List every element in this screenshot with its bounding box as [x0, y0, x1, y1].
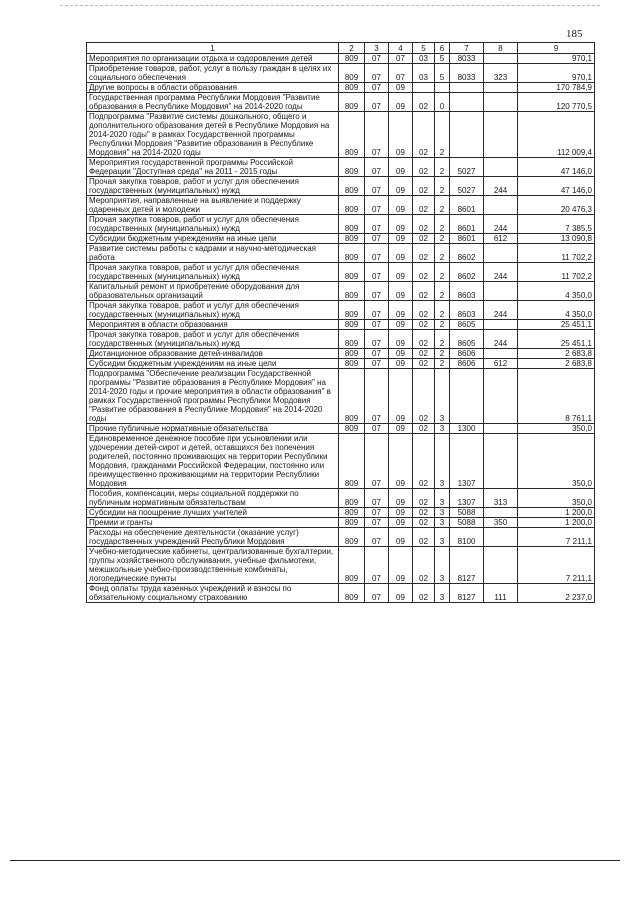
ministry-code-cell: 809	[339, 196, 365, 215]
row-name-cell: Прочая закупка товаров, работ и услуг для обеспечения государственных (муниципальных) нужд	[87, 330, 339, 349]
program-code-cell: 02	[413, 301, 435, 320]
subsection-code-cell: 09	[389, 518, 413, 528]
program-code-cell: 02	[413, 528, 435, 547]
ministry-code-cell: 809	[339, 83, 365, 93]
expense-type-cell	[484, 424, 518, 434]
subsection-code-cell: 09	[389, 320, 413, 330]
subsection-code-cell: 09	[389, 301, 413, 320]
table-row	[87, 489, 595, 508]
section-code-cell: 07	[365, 177, 389, 196]
ministry-code-cell: 809	[339, 349, 365, 359]
subsection-code-cell: 09	[389, 263, 413, 282]
item-code-cell	[450, 369, 484, 424]
section-code-cell: 07	[365, 282, 389, 301]
amount-cell: 13 090,8	[518, 234, 595, 244]
amount-cell: 350,0	[518, 489, 595, 508]
section-code-cell: 07	[365, 424, 389, 434]
section-code-cell: 07	[365, 54, 389, 64]
amount-cell: 7 211,1	[518, 547, 595, 584]
amount-cell: 2 237,0	[518, 584, 595, 603]
subsection-code-cell: 09	[389, 83, 413, 93]
table-row	[87, 359, 595, 369]
ministry-code-cell: 809	[339, 54, 365, 64]
ministry-code-cell: 809	[339, 158, 365, 177]
expense-type-cell: 244	[484, 330, 518, 349]
subprogram-code-cell: 3	[435, 518, 450, 528]
table-row	[87, 263, 595, 282]
table-row	[87, 112, 595, 158]
item-code-cell: 8606	[450, 359, 484, 369]
subsection-code-cell: 09	[389, 244, 413, 263]
table-row	[87, 177, 595, 196]
program-code-cell: 02	[413, 349, 435, 359]
ministry-code-cell: 809	[339, 424, 365, 434]
table-row	[87, 196, 595, 215]
scan-edge-noise	[60, 5, 600, 6]
item-code-cell: 8033	[450, 64, 484, 83]
section-code-cell: 07	[365, 158, 389, 177]
subsection-code-cell: 09	[389, 434, 413, 489]
ministry-code-cell: 809	[339, 112, 365, 158]
table-row	[87, 528, 595, 547]
subprogram-code-cell: 3	[435, 434, 450, 489]
subsection-code-cell: 09	[389, 112, 413, 158]
program-code-cell	[413, 83, 435, 93]
section-code-cell: 07	[365, 528, 389, 547]
table-row	[87, 508, 595, 518]
section-code-cell: 07	[365, 215, 389, 234]
expense-type-cell: 612	[484, 234, 518, 244]
table-row	[87, 518, 595, 528]
row-name-cell: Подпрограмма "Обеспечение реализации Государственной программы "Развитие образования в Республике Мордовия" на 2014-2020 годы и прочие мероприятия в области образования" в рамках Государственной программы Республики Мордовия "Развитие образования в Республике Мордовия" на 2014-2020 годы	[87, 369, 339, 424]
subsection-code-cell: 09	[389, 359, 413, 369]
ministry-code-cell: 809	[339, 234, 365, 244]
item-code-cell	[450, 83, 484, 93]
amount-cell: 8 761,1	[518, 369, 595, 424]
program-code-cell: 02	[413, 369, 435, 424]
program-code-cell: 02	[413, 215, 435, 234]
item-code-cell: 8601	[450, 215, 484, 234]
column-header: 4	[389, 43, 413, 54]
table-row	[87, 434, 595, 489]
program-code-cell: 02	[413, 196, 435, 215]
amount-cell: 11 702,2	[518, 263, 595, 282]
subprogram-code-cell: 2	[435, 196, 450, 215]
row-name-cell: Пособия, компенсации, меры социальной поддержки по публичным нормативным обязательствам	[87, 489, 339, 508]
ministry-code-cell: 809	[339, 215, 365, 234]
expense-type-cell	[484, 282, 518, 301]
subprogram-code-cell: 2	[435, 301, 450, 320]
amount-cell: 112 009,4	[518, 112, 595, 158]
section-code-cell: 07	[365, 64, 389, 83]
expense-type-cell	[484, 244, 518, 263]
item-code-cell: 8605	[450, 330, 484, 349]
ministry-code-cell: 809	[339, 282, 365, 301]
section-code-cell: 07	[365, 547, 389, 584]
ministry-code-cell: 809	[339, 330, 365, 349]
ministry-code-cell: 809	[339, 584, 365, 603]
ministry-code-cell: 809	[339, 369, 365, 424]
item-code-cell: 1307	[450, 434, 484, 489]
expense-type-cell: 244	[484, 263, 518, 282]
section-code-cell: 07	[365, 234, 389, 244]
program-code-cell: 02	[413, 518, 435, 528]
subsection-code-cell: 09	[389, 196, 413, 215]
row-name-cell: Единовременное денежное пособие при усыновлении или удочерении детей-сирот и детей, оставшихся без попечения родителей, постоянно проживающих на территории Республики Мордовия, гражданами Российской Федерации, постоянно или преимущественно проживающими на территории Республики Мордовия	[87, 434, 339, 489]
item-code-cell: 8033	[450, 54, 484, 64]
row-name-cell: Премии и гранты	[87, 518, 339, 528]
subprogram-code-cell: 2	[435, 330, 450, 349]
column-header: 6	[435, 43, 450, 54]
amount-cell: 7 385,5	[518, 215, 595, 234]
ministry-code-cell: 809	[339, 301, 365, 320]
amount-cell: 970,1	[518, 64, 595, 83]
section-code-cell: 07	[365, 508, 389, 518]
row-name-cell: Дистанционное образование детей-инвалидов	[87, 349, 339, 359]
program-code-cell: 02	[413, 263, 435, 282]
subsection-code-cell: 09	[389, 369, 413, 424]
table-row	[87, 424, 595, 434]
table-row	[87, 64, 595, 83]
ministry-code-cell: 809	[339, 547, 365, 584]
program-code-cell: 02	[413, 489, 435, 508]
expense-type-cell: 323	[484, 64, 518, 83]
ministry-code-cell: 809	[339, 434, 365, 489]
row-name-cell: Мероприятия, направленные на выявление и поддержку одаренных детей и молодежи	[87, 196, 339, 215]
subprogram-code-cell: 3	[435, 547, 450, 584]
subprogram-code-cell: 2	[435, 234, 450, 244]
section-code-cell: 07	[365, 112, 389, 158]
ministry-code-cell: 809	[339, 359, 365, 369]
subprogram-code-cell: 3	[435, 424, 450, 434]
column-header: 7	[450, 43, 484, 54]
item-code-cell: 5027	[450, 158, 484, 177]
subprogram-code-cell: 5	[435, 54, 450, 64]
subsection-code-cell: 09	[389, 282, 413, 301]
row-name-cell: Субсидии на поощрение лучших учителей	[87, 508, 339, 518]
program-code-cell: 02	[413, 547, 435, 584]
amount-cell: 7 211,1	[518, 528, 595, 547]
program-code-cell: 02	[413, 434, 435, 489]
expense-type-cell: 244	[484, 301, 518, 320]
subprogram-code-cell: 3	[435, 508, 450, 518]
subsection-code-cell: 09	[389, 215, 413, 234]
program-code-cell: 03	[413, 64, 435, 83]
program-code-cell: 02	[413, 112, 435, 158]
bottom-rule	[10, 860, 620, 861]
subsection-code-cell: 09	[389, 547, 413, 584]
section-code-cell: 07	[365, 93, 389, 112]
table-row	[87, 301, 595, 320]
program-code-cell: 02	[413, 93, 435, 112]
table-row	[87, 349, 595, 359]
subsection-code-cell: 09	[389, 158, 413, 177]
section-code-cell: 07	[365, 83, 389, 93]
expense-type-cell	[484, 528, 518, 547]
amount-cell: 970,1	[518, 54, 595, 64]
section-code-cell: 07	[365, 320, 389, 330]
subprogram-code-cell: 0	[435, 93, 450, 112]
subprogram-code-cell: 2	[435, 244, 450, 263]
subsection-code-cell: 09	[389, 93, 413, 112]
amount-cell: 4 350,0	[518, 282, 595, 301]
amount-cell: 1 200,0	[518, 508, 595, 518]
item-code-cell: 8603	[450, 301, 484, 320]
subsection-code-cell: 09	[389, 424, 413, 434]
row-name-cell: Государственная программа Республики Мордовия "Развитие образования в Республике Мордовия" на 2014-2020 годы	[87, 93, 339, 112]
item-code-cell: 8100	[450, 528, 484, 547]
subprogram-code-cell: 5	[435, 64, 450, 83]
table-header-row	[87, 43, 595, 54]
amount-cell: 120 770,5	[518, 93, 595, 112]
expense-type-cell	[484, 112, 518, 158]
program-code-cell: 02	[413, 234, 435, 244]
subprogram-code-cell: 2	[435, 282, 450, 301]
page-number: 185	[566, 28, 583, 40]
row-name-cell: Мероприятия в области образования	[87, 320, 339, 330]
column-header: 2	[339, 43, 365, 54]
subprogram-code-cell: 2	[435, 359, 450, 369]
program-code-cell: 02	[413, 320, 435, 330]
subprogram-code-cell: 2	[435, 215, 450, 234]
ministry-code-cell: 809	[339, 528, 365, 547]
table-row	[87, 234, 595, 244]
table-row	[87, 584, 595, 603]
item-code-cell: 8127	[450, 547, 484, 584]
section-code-cell: 07	[365, 489, 389, 508]
expense-type-cell	[484, 83, 518, 93]
row-name-cell: Субсидии бюджетным учреждениям на иные цели	[87, 234, 339, 244]
program-code-cell: 02	[413, 330, 435, 349]
amount-cell: 4 350,0	[518, 301, 595, 320]
item-code-cell: 8602	[450, 244, 484, 263]
amount-cell: 20 476,3	[518, 196, 595, 215]
amount-cell: 350,0	[518, 434, 595, 489]
ministry-code-cell: 809	[339, 93, 365, 112]
ministry-code-cell: 809	[339, 489, 365, 508]
program-code-cell: 03	[413, 54, 435, 64]
item-code-cell: 1300	[450, 424, 484, 434]
expense-type-cell	[484, 349, 518, 359]
row-name-cell: Фонд оплаты труда казенных учреждений и взносы по обязательному социальному страхованию	[87, 584, 339, 603]
expense-type-cell	[484, 54, 518, 64]
table-row	[87, 547, 595, 584]
subprogram-code-cell: 3	[435, 489, 450, 508]
expense-type-cell: 244	[484, 177, 518, 196]
item-code-cell: 8603	[450, 282, 484, 301]
subprogram-code-cell: 2	[435, 320, 450, 330]
table-row	[87, 369, 595, 424]
item-code-cell: 8601	[450, 234, 484, 244]
table-row	[87, 330, 595, 349]
row-name-cell: Прочие публичные нормативные обязательства	[87, 424, 339, 434]
table-row	[87, 282, 595, 301]
program-code-cell: 02	[413, 177, 435, 196]
amount-cell: 25 451,1	[518, 330, 595, 349]
budget-table	[86, 42, 595, 603]
section-code-cell: 07	[365, 330, 389, 349]
program-code-cell: 02	[413, 282, 435, 301]
item-code-cell: 1307	[450, 489, 484, 508]
table-row	[87, 54, 595, 64]
expense-type-cell	[484, 508, 518, 518]
subprogram-code-cell: 2	[435, 263, 450, 282]
row-name-cell: Мероприятия государственной программы Российской Федерации "Доступная среда" на 2011 - 2015 годы	[87, 158, 339, 177]
subsection-code-cell: 09	[389, 330, 413, 349]
subsection-code-cell: 09	[389, 234, 413, 244]
row-name-cell: Субсидии бюджетным учреждениям на иные цели	[87, 359, 339, 369]
item-code-cell	[450, 93, 484, 112]
row-name-cell: Развитие системы работы с кадрами и научно-методическая работа	[87, 244, 339, 263]
expense-type-cell: 244	[484, 215, 518, 234]
amount-cell: 25 451,1	[518, 320, 595, 330]
item-code-cell: 5088	[450, 508, 484, 518]
subprogram-code-cell: 3	[435, 584, 450, 603]
item-code-cell: 8605	[450, 320, 484, 330]
item-code-cell: 8606	[450, 349, 484, 359]
subsection-code-cell: 07	[389, 64, 413, 83]
item-code-cell: 8602	[450, 263, 484, 282]
section-code-cell: 07	[365, 349, 389, 359]
section-code-cell: 07	[365, 369, 389, 424]
section-code-cell: 07	[365, 301, 389, 320]
column-header: 5	[413, 43, 435, 54]
row-name-cell: Приобретение товаров, работ, услуг в пользу граждан в целях их социального обеспечения	[87, 64, 339, 83]
subprogram-code-cell: 3	[435, 369, 450, 424]
section-code-cell: 07	[365, 434, 389, 489]
column-header: 9	[518, 43, 595, 54]
subsection-code-cell: 09	[389, 508, 413, 518]
row-name-cell: Подпрограмма "Развитие системы дошкольного, общего и дополнительного образования детей в Республике Мордовия на 2014-2020 годы" в рамках Государственной программы Республики Мордовия "Развитие образования в Республике Мордовия" на 2014-2020 годы	[87, 112, 339, 158]
row-name-cell: Капитальный ремонт и приобретение оборудования для образовательных организаций	[87, 282, 339, 301]
ministry-code-cell: 809	[339, 508, 365, 518]
expense-type-cell: 350	[484, 518, 518, 528]
subprogram-code-cell: 3	[435, 528, 450, 547]
item-code-cell	[450, 112, 484, 158]
row-name-cell: Прочая закупка товаров, работ и услуг для обеспечения государственных (муниципальных) нужд	[87, 215, 339, 234]
subprogram-code-cell: 2	[435, 158, 450, 177]
row-name-cell: Прочая закупка товаров, работ и услуг для обеспечения государственных (муниципальных) нужд	[87, 263, 339, 282]
table-row	[87, 244, 595, 263]
expense-type-cell: 111	[484, 584, 518, 603]
ministry-code-cell: 809	[339, 263, 365, 282]
row-name-cell: Прочая закупка товаров, работ и услуг для обеспечения государственных (муниципальных) нужд	[87, 177, 339, 196]
column-header: 1	[87, 43, 339, 54]
item-code-cell: 5088	[450, 518, 484, 528]
program-code-cell: 02	[413, 359, 435, 369]
amount-cell: 47 146,0	[518, 158, 595, 177]
table-row	[87, 320, 595, 330]
program-code-cell: 02	[413, 584, 435, 603]
expense-type-cell	[484, 196, 518, 215]
expense-type-cell: 612	[484, 359, 518, 369]
item-code-cell: 8601	[450, 196, 484, 215]
subprogram-code-cell: 2	[435, 177, 450, 196]
section-code-cell: 07	[365, 359, 389, 369]
expense-type-cell	[484, 547, 518, 584]
row-name-cell: Мероприятия по организации отдыха и оздоровления детей	[87, 54, 339, 64]
section-code-cell: 07	[365, 584, 389, 603]
row-name-cell: Расходы на обеспечение деятельности (оказание услуг) государственных учреждений Республики Мордовия	[87, 528, 339, 547]
ministry-code-cell: 809	[339, 518, 365, 528]
subsection-code-cell: 09	[389, 584, 413, 603]
expense-type-cell	[484, 158, 518, 177]
subsection-code-cell: 09	[389, 489, 413, 508]
ministry-code-cell: 809	[339, 320, 365, 330]
expense-type-cell	[484, 369, 518, 424]
ministry-code-cell: 809	[339, 177, 365, 196]
section-code-cell: 07	[365, 244, 389, 263]
amount-cell: 11 702,2	[518, 244, 595, 263]
subsection-code-cell: 09	[389, 349, 413, 359]
table-row	[87, 93, 595, 112]
subsection-code-cell: 09	[389, 177, 413, 196]
subprogram-code-cell: 2	[435, 349, 450, 359]
section-code-cell: 07	[365, 263, 389, 282]
column-header: 3	[365, 43, 389, 54]
amount-cell: 170 784,9	[518, 83, 595, 93]
subsection-code-cell: 09	[389, 528, 413, 547]
program-code-cell: 02	[413, 244, 435, 263]
row-name-cell: Учебно-методические кабинеты, централизованные бухгалтерии, группы хозяйственного обслуживания, учебные фильмотеки, межшкольные учебно-производственные комбинаты, логопедические пункты	[87, 547, 339, 584]
item-code-cell: 5027	[450, 177, 484, 196]
amount-cell: 350,0	[518, 424, 595, 434]
table-row	[87, 215, 595, 234]
amount-cell: 2 683,8	[518, 359, 595, 369]
table-row	[87, 83, 595, 93]
expense-type-cell	[484, 93, 518, 112]
amount-cell: 2 683,8	[518, 349, 595, 359]
ministry-code-cell: 809	[339, 244, 365, 263]
expense-type-cell: 313	[484, 489, 518, 508]
ministry-code-cell: 809	[339, 64, 365, 83]
amount-cell: 47 146,0	[518, 177, 595, 196]
program-code-cell: 02	[413, 508, 435, 518]
subsection-code-cell: 07	[389, 54, 413, 64]
subprogram-code-cell: 2	[435, 112, 450, 158]
row-name-cell: Другие вопросы в области образования	[87, 83, 339, 93]
program-code-cell: 02	[413, 424, 435, 434]
program-code-cell: 02	[413, 158, 435, 177]
table-body	[87, 54, 595, 603]
expense-type-cell	[484, 320, 518, 330]
section-code-cell: 07	[365, 518, 389, 528]
section-code-cell: 07	[365, 196, 389, 215]
expense-type-cell	[484, 434, 518, 489]
row-name-cell: Прочая закупка товаров, работ и услуг для обеспечения государственных (муниципальных) нужд	[87, 301, 339, 320]
item-code-cell: 8127	[450, 584, 484, 603]
table-row	[87, 158, 595, 177]
column-header: 8	[484, 43, 518, 54]
amount-cell: 1 200,0	[518, 518, 595, 528]
subprogram-code-cell	[435, 83, 450, 93]
